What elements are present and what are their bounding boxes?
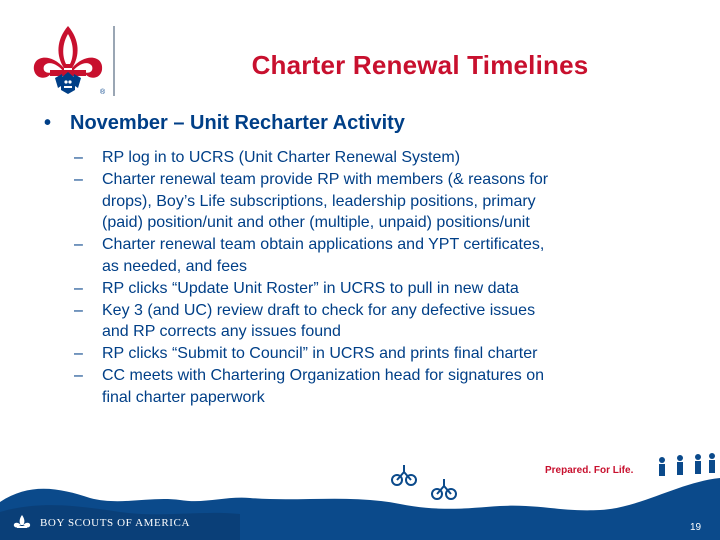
dash-marker: – xyxy=(74,345,83,363)
bsa-fleur-de-lis-logo-icon xyxy=(28,22,108,100)
sub-bullet-line: Key 3 (and UC) review draft to check for any defective issues xyxy=(102,301,536,319)
dash-marker: – xyxy=(74,149,83,166)
sub-bullet-line: RP clicks “Update Unit Roster” in UCRS to pull in new data xyxy=(102,279,519,297)
hikers-icon xyxy=(659,453,715,476)
sub-bullet-list xyxy=(70,147,720,409)
dash-marker: – xyxy=(74,236,83,254)
sub-bullet-line: Charter renewal team obtain applications and YPT certificates, xyxy=(102,236,545,254)
dash-marker: – xyxy=(74,170,83,188)
sub-bullet-line: RP log in to UCRS (Unit Charter Renewal System) xyxy=(102,149,461,166)
sub-bullet-line: Charter renewal team provide RP with members (& reasons for xyxy=(102,170,549,188)
sub-bullet-item xyxy=(70,300,720,344)
sub-bullet-line: (paid) position/unit and other (multiple, unpaid) positions/unit xyxy=(102,214,530,232)
dash-marker: – xyxy=(74,279,83,297)
sub-bullet-line: final charter paperwork xyxy=(102,388,265,406)
bsa-emblem-icon xyxy=(12,513,32,533)
canoe-icon xyxy=(120,480,210,486)
registered-mark: ® xyxy=(100,89,106,96)
sub-bullet-item xyxy=(70,278,720,300)
sub-bullet-line: and RP corrects any issues found xyxy=(102,323,341,341)
dash-marker: – xyxy=(74,366,83,384)
sub-bullet-item xyxy=(70,343,720,365)
sub-bullet-item xyxy=(70,365,720,409)
bicycle-icon xyxy=(392,465,416,485)
sub-bullet-item xyxy=(70,147,720,169)
sub-bullet-item xyxy=(70,169,720,234)
sub-bullet-line: drops), Boy’s Life subscriptions, leadership positions, primary xyxy=(102,192,536,210)
sub-bullet-item xyxy=(70,234,720,278)
bullet-icon: • xyxy=(44,112,52,134)
tagline: Prepared. For Life. xyxy=(545,465,634,476)
sub-bullet-line: CC meets with Chartering Organization head for signatures on xyxy=(102,366,544,384)
header-divider xyxy=(113,26,115,96)
page-number: 19 xyxy=(690,522,702,533)
main-bullet-text: November – Unit Recharter Activity xyxy=(70,112,405,134)
sub-bullet-line: RP clicks “Submit to Council” in UCRS and prints final charter xyxy=(102,345,538,363)
slide-title: Charter Renewal Timelines xyxy=(251,50,589,80)
org-name: BOY SCOUTS OF AMERICA xyxy=(40,517,191,529)
dash-marker: – xyxy=(74,301,83,319)
sub-bullet-line: as needed, and fees xyxy=(102,257,248,275)
bicycle-icon-2 xyxy=(432,479,456,499)
